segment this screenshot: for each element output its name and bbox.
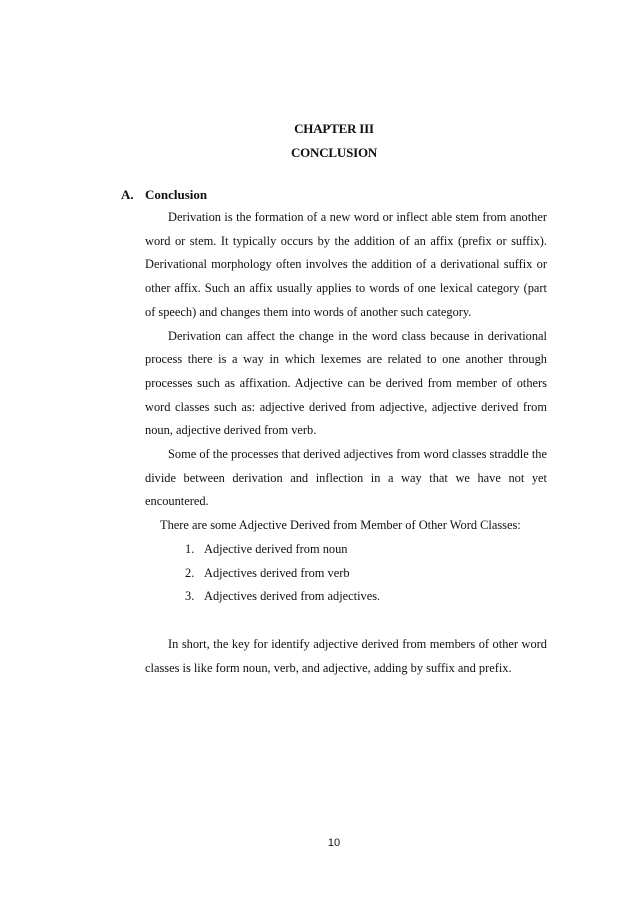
- list-item-number: 1.: [185, 541, 195, 556]
- list-item-number: 2.: [185, 565, 195, 580]
- chapter-heading: CHAPTER III: [294, 121, 374, 136]
- numbered-list: [145, 538, 547, 609]
- paragraph: There are some Adjective Derived from Member of Other Word Classes:: [160, 518, 521, 533]
- list-item-text: Adjectives derived from verb: [204, 565, 350, 580]
- paragraph: Derivation is the formation of a new word or inflect able stem from another word or stem. It typically occurs by the addition of an affix (prefix or suffix). Derivational morphology often involves the addition of a derivational suffix or other affix. Such an affix usually applies to words of one lexical category (part of speech) and changes them into words of another such category.: [145, 210, 547, 319]
- section-number: A.: [121, 187, 134, 202]
- list-item: [145, 562, 547, 586]
- list-item: [145, 585, 547, 609]
- closing-paragraph: In short, the key for identify adjective derived from members of other word classes is like form noun, verb, and adjective, adding by suffix and prefix.: [145, 636, 547, 675]
- list-item-text: Adjectives derived from adjectives.: [204, 589, 381, 604]
- paragraph: Some of the processes that derived adjectives from word classes straddle the divide between derivation and inflection in a way that we have not yet encountered.: [145, 447, 547, 509]
- list-item: [145, 538, 547, 562]
- list-item-text: Adjective derived from noun: [204, 541, 348, 556]
- section-heading: [121, 187, 207, 203]
- chapter-title: CONCLUSION: [290, 145, 378, 160]
- list-item-number: 3.: [185, 589, 195, 604]
- section-title: Conclusion: [145, 187, 208, 202]
- page-number: 10: [327, 837, 341, 849]
- document-body: [145, 206, 547, 680]
- paragraph: Derivation can affect the change in the word class because in derivational process there is a way in which lexemes are related to one another through processes such as affixation. Adjective can be derived from member of others word classes such as: adjective derived from adjective, adjective derived from noun, adjective derived from verb.: [145, 328, 547, 438]
